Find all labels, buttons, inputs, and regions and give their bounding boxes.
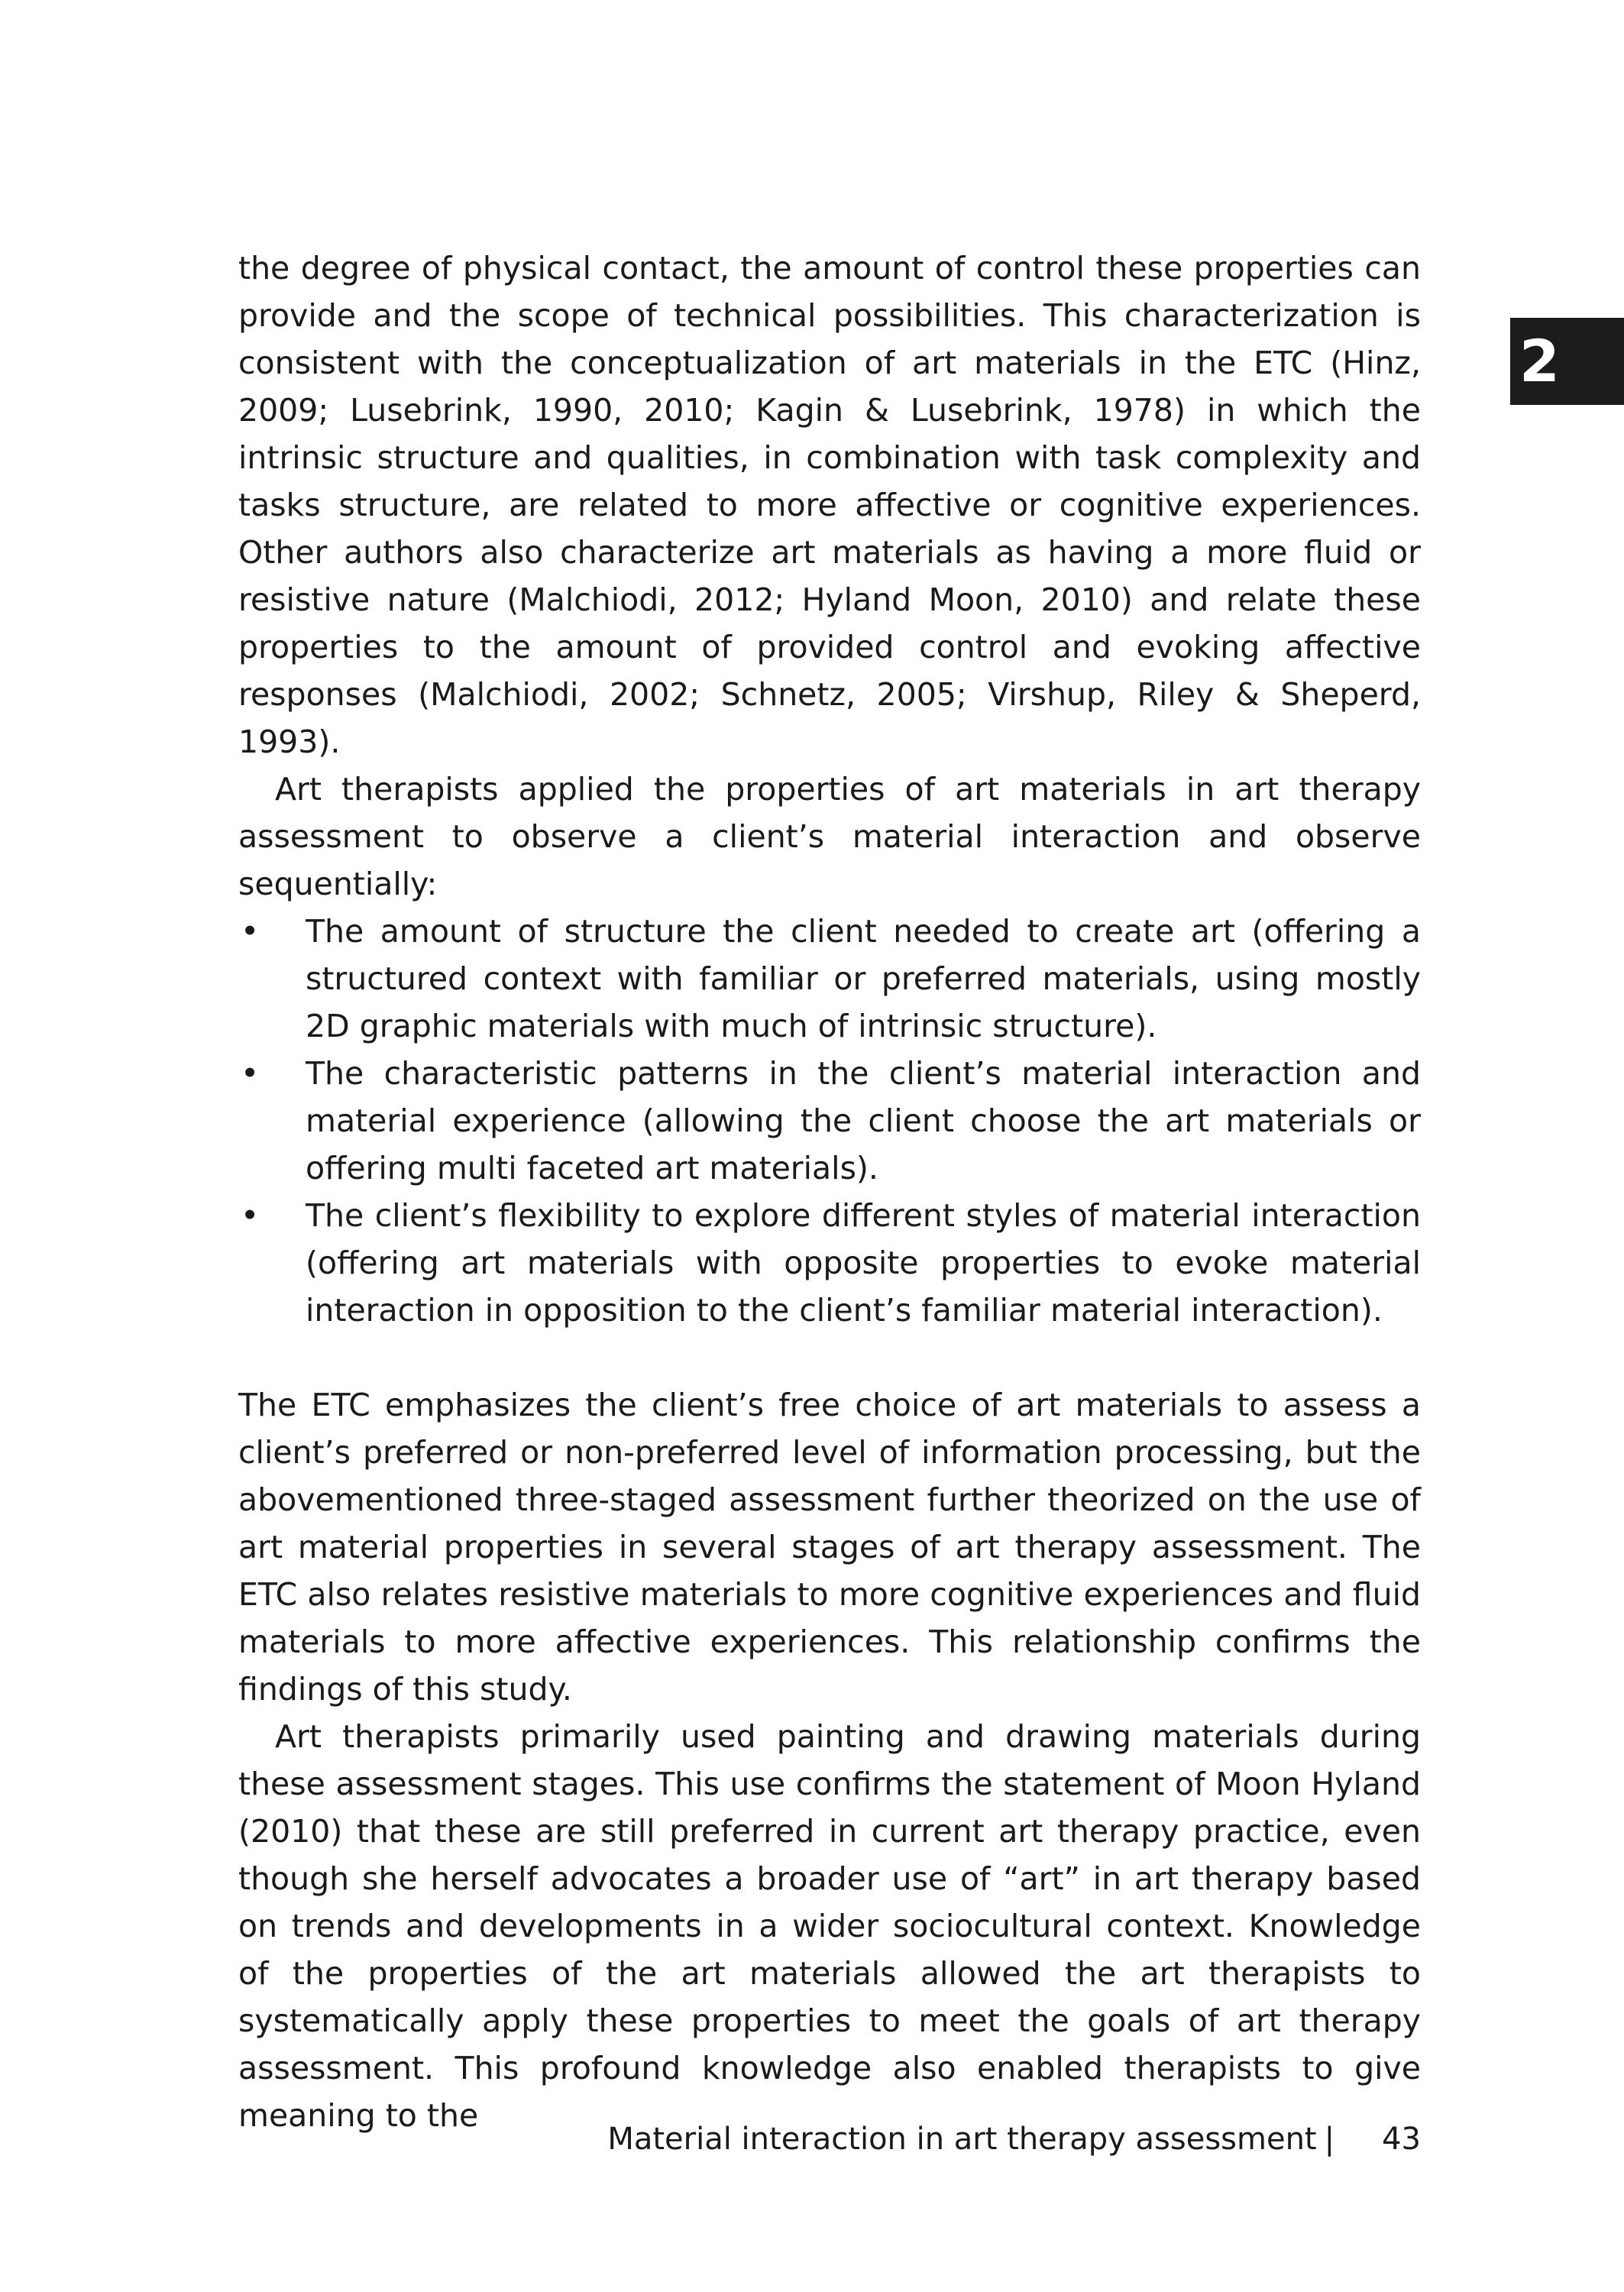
footer-separator: | (1324, 2122, 1335, 2157)
assessment-stage-list (238, 908, 1421, 1334)
chapter-number: 2 (1519, 327, 1560, 395)
paragraph-etc-emphasis: The ETC emphasizes the client’s free choice of art materials to assess a client’s preferred or non-preferred level of information processing, but the abovementioned three-staged assessment further theorized on the use of art material properties in several stages of art therapy assessment. The ETC also relates resistive materials to more cognitive experiences and fluid materials to more affective experiences. This relationship confirms the findings of this study. (238, 1387, 1421, 1708)
paragraph-painting-drawing: Art therapists primarily used painting and drawing materials during these assessment stages. This use confirms the statement of Moon Hyland (2010) that these are still preferred in current art therapy practice, even though she herself advocates a broader use of “art” in art therapy based on trends and developments in a wider sociocultural context. Knowledge of the properties of the art materials allowed the art therapists to systematically apply these properties to meet the goals of art therapy assessment. This profound knowledge also enabled therapists to give meaning to the (238, 1718, 1421, 2134)
page-number: 43 (1382, 2122, 1421, 2157)
list-item-text: The characteristic patterns in the client’s material interaction and material experience (allowing the client choose the art materials or offering multi faceted art materials). (306, 1055, 1421, 1186)
bullet-icon: • (241, 1055, 260, 1092)
list-item (238, 1192, 1421, 1334)
running-title: Material interaction in art therapy assessment (607, 2122, 1317, 2157)
chapter-tab (1510, 318, 1624, 405)
page-body (238, 244, 1421, 2139)
bullet-icon: • (241, 1197, 260, 1234)
paragraph-continuation: the degree of physical contact, the amount of control these properties can provide and the scope of technical possibilities. This characterization is consistent with the conceptualization of art materials in the ETC (Hinz, 2009; Lusebrink, 1990, 2010; Kagin & Lusebrink, 1978) in which the intrinsic structure and qualities, in combination with task complexity and tasks structure, are related to more affective or cognitive experiences. Other authors also characterize art materials as having a more fluid or resistive nature (Malchiodi, 2012; Hyland Moon, 2010) and relate these properties to the amount of provided control and evoking affective responses (Malchiodi, 2002; Schnetz, 2005; Virshup, Riley & Sheperd, 1993). (238, 250, 1421, 760)
list-item (238, 908, 1421, 1050)
running-footer (607, 2116, 1421, 2162)
paragraph-assessment-intro: Art therapists applied the properties of art materials in art therapy assessment to observe a client’s material interaction and observe sequentially: (238, 771, 1421, 902)
list-item-text: The client’s flexibility to explore different styles of material interaction (offering art materials with opposite properties to evoke material interaction in opposition to the client’s familiar material interaction). (306, 1197, 1421, 1329)
paragraph-gap (238, 1334, 1421, 1381)
list-item (238, 1050, 1421, 1192)
list-item-text: The amount of structure the client needed to create art (offering a structured context with familiar or preferred materials, using mostly 2D graphic materials with much of intrinsic structure). (306, 913, 1421, 1044)
bullet-icon: • (241, 913, 260, 950)
